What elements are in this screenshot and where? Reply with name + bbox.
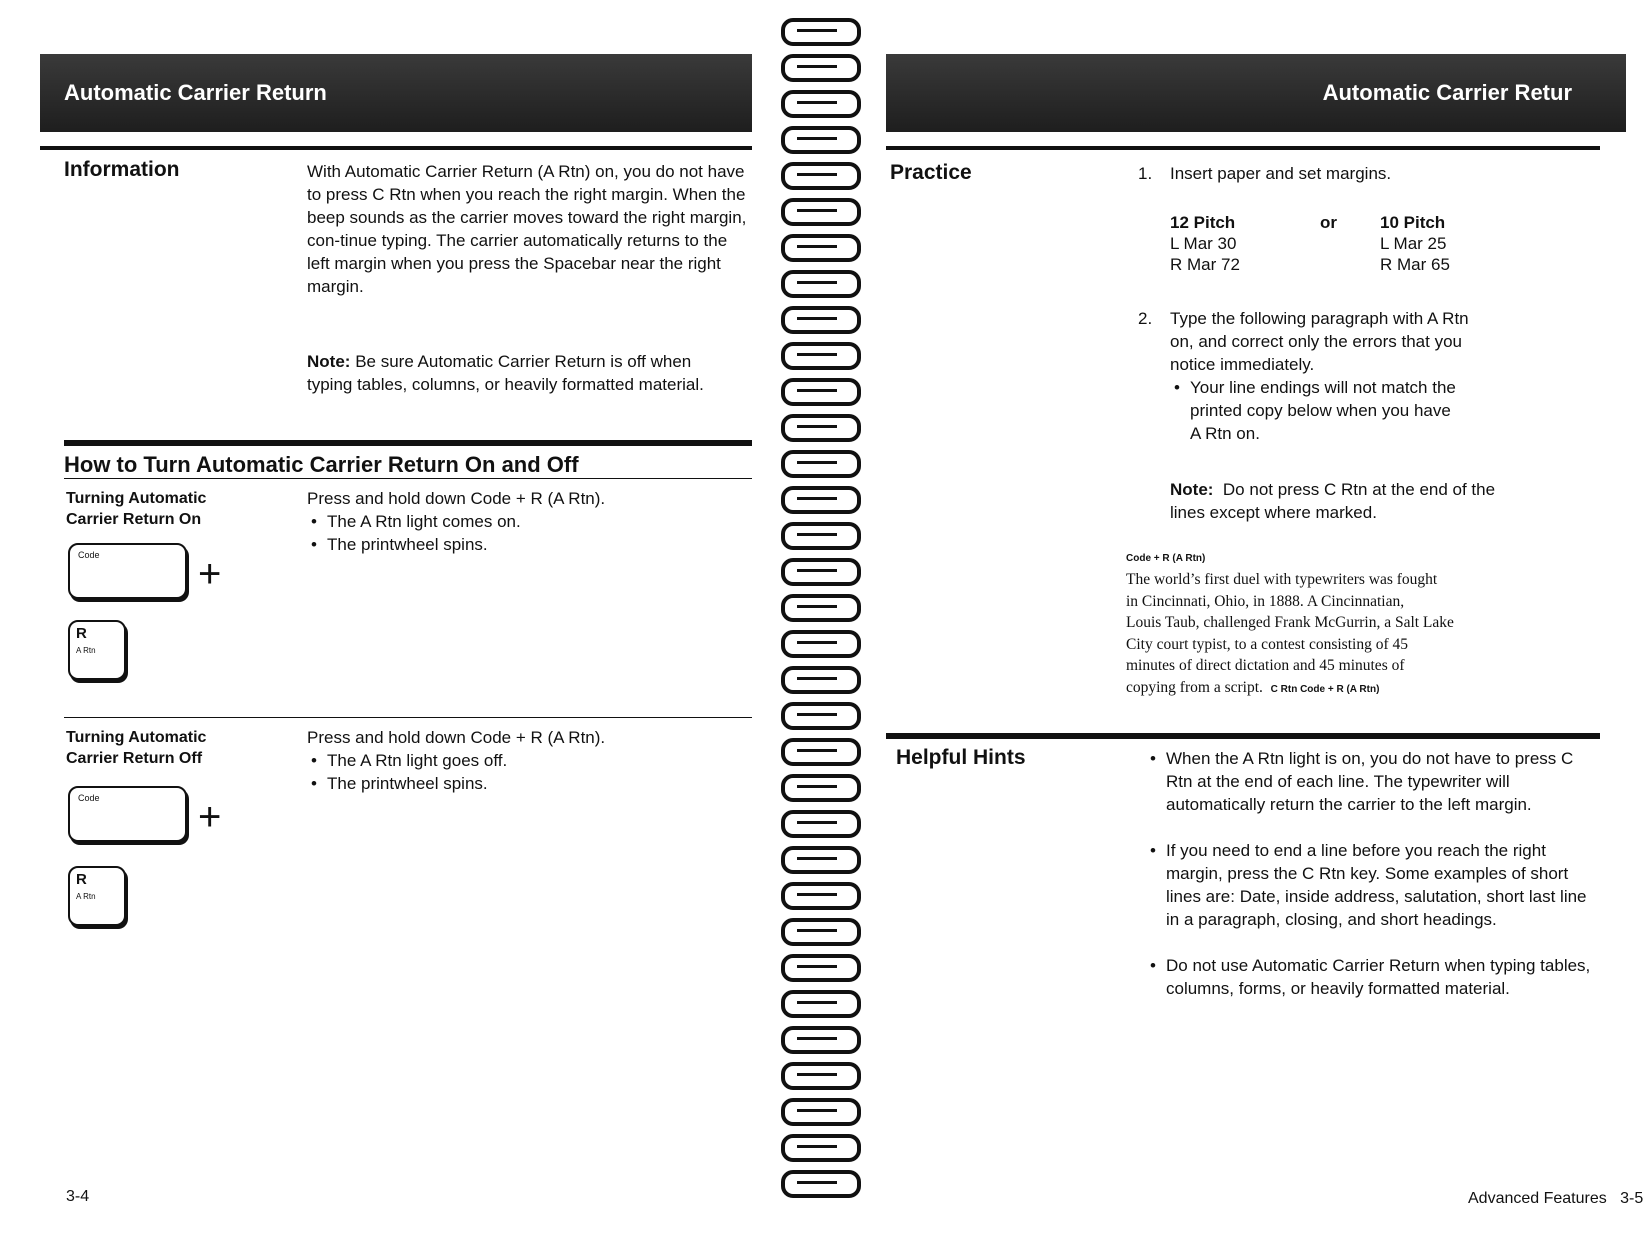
turning-on-bullets	[307, 510, 747, 556]
binding-ring-icon	[781, 1170, 861, 1198]
binding-ring-icon	[781, 882, 861, 910]
step2-line: notice immediately.	[1170, 355, 1315, 374]
binding-ring-icon	[781, 630, 861, 658]
binding-ring-icon	[781, 1062, 861, 1090]
step2-bullet-line: printed copy below when you have	[1190, 401, 1451, 420]
left-page	[0, 0, 770, 1237]
hint-item: • When the A Rtn light is on, you do not have to press C Rtn at the end of each line. The typewriter will automatically return the carrier to the left margin.	[1146, 747, 1591, 816]
binding-ring-icon	[781, 810, 861, 838]
information-label: Information	[64, 158, 180, 181]
left-header-title: Automatic Carrier Return	[64, 80, 327, 105]
binding-ring-icon	[781, 738, 861, 766]
binding-ring-icon	[781, 1098, 861, 1126]
r-key-icon	[68, 620, 126, 680]
binding-ring-icon	[781, 954, 861, 982]
a-rtn-key-legend: A Rtn	[76, 892, 96, 901]
binding-ring-icon	[781, 306, 861, 334]
turning-off-label-line1: Turning Automatic	[66, 729, 207, 746]
turning-on-bullet: • The A Rtn light comes on.	[307, 510, 747, 533]
turning-on-label-line1: Turning Automatic	[66, 490, 207, 507]
pitch-margin-table	[1170, 212, 1450, 275]
header-rule	[40, 146, 752, 150]
binding-ring-icon	[781, 486, 861, 514]
binding-ring-icon	[781, 198, 861, 226]
spiral-binding	[775, 0, 863, 1237]
turning-off-bullets	[307, 749, 747, 795]
binding-ring-icon	[781, 270, 861, 298]
lmar10: L Mar 25	[1380, 234, 1447, 253]
hints-list	[1146, 747, 1591, 1000]
turning-off-instructions	[307, 726, 747, 795]
binding-ring-icon	[781, 162, 861, 190]
information-note	[307, 350, 727, 396]
step2-bullet-line: A Rtn on.	[1190, 424, 1260, 443]
binding-ring-icon	[781, 846, 861, 874]
binding-ring-icon	[781, 450, 861, 478]
turning-on-label	[66, 488, 206, 530]
note2-line1: Do not press C Rtn at the end of the	[1222, 480, 1496, 499]
code-key-legend: Code	[78, 550, 100, 560]
script-line: Louis Taub, challenged Frank McGurrin, a Salt Lake	[1126, 614, 1454, 631]
note-text: Be sure Automatic Carrier Return is off when typing tables, columns, or heavily formatted material.	[307, 352, 704, 394]
howto-underline	[64, 478, 752, 479]
binding-ring-icon	[781, 378, 861, 406]
rmar10: R Mar 65	[1380, 255, 1450, 274]
binding-ring-icon	[781, 414, 861, 442]
r-key-legend: R	[76, 871, 87, 888]
script-end-marker: C Rtn Code + R (A Rtn)	[1270, 683, 1380, 695]
left-page-number: 3-4	[66, 1188, 90, 1205]
turning-on-bullet: • The printwheel spins.	[307, 533, 747, 556]
a-rtn-key-legend: A Rtn	[76, 646, 96, 655]
step2-text	[1170, 307, 1590, 445]
script-line	[1126, 677, 1606, 701]
code-key-icon	[68, 786, 187, 842]
turning-off-label	[66, 727, 206, 769]
footer-section: Advanced Features	[1468, 1190, 1607, 1207]
howto-title: How to Turn Automatic Carrier Return On and Off	[64, 452, 579, 477]
information-paragraph: With Automatic Carrier Return (A Rtn) on, you do not have to press C Rtn when you reach the right margin. When the beep sounds as the carrier moves toward the right margin, con-tinue typing. The carrier automatically returns to the left margin when you press the Spacebar near the right margin.	[307, 162, 747, 296]
right-footer	[1468, 1190, 1643, 1208]
step2-line: on, and correct only the errors that you	[1170, 332, 1462, 351]
code-key-legend: Code	[78, 793, 100, 803]
binding-ring-icon	[781, 18, 861, 46]
rmar12: R Mar 72	[1170, 255, 1240, 274]
practice-label: Practice	[890, 161, 972, 184]
binding-ring-icon	[781, 522, 861, 550]
binding-ring-icon	[781, 990, 861, 1018]
binding-ring-icon	[781, 702, 861, 730]
script-line: in Cincinnati, Ohio, in 1888. A Cincinnatian,	[1126, 592, 1405, 610]
binding-ring-icon	[781, 666, 861, 694]
step1-number: 1.	[1138, 164, 1153, 183]
step2-number: 2.	[1138, 309, 1153, 328]
right-header-bar	[886, 54, 1626, 132]
helpful-hints	[1146, 747, 1591, 1000]
code-key-icon	[68, 543, 187, 599]
hints-rule	[886, 733, 1600, 739]
turning-off-bullet: • The printwheel spins.	[307, 772, 747, 795]
binding-ring-icon	[781, 90, 861, 118]
binding-ring-icon	[781, 1134, 861, 1162]
hint-item: • If you need to end a line before you reach the right margin, press the C Rtn key. Some examples of short lines are: Date, inside address, salutation, short last line in a paragraph, closing, and short headings.	[1146, 839, 1591, 931]
turning-on-instructions	[307, 487, 747, 556]
turning-off-bullet: • The A Rtn light goes off.	[307, 749, 747, 772]
hint-item: • Do not use Automatic Carrier Return when typing tables, columns, forms, or heavily formatted material.	[1146, 954, 1591, 1000]
script-code-label: Code + R (A Rtn)	[1126, 553, 1206, 564]
step2-line: Type the following paragraph with A Rtn	[1170, 309, 1469, 328]
right-header-title: Automatic Carrier Retur	[1322, 80, 1572, 105]
divider-rule	[64, 717, 752, 718]
script-line: minutes of direct dictation and 45 minutes of	[1126, 657, 1405, 674]
note2-line2: lines except where marked.	[1170, 503, 1377, 522]
step2-bullets	[1170, 376, 1590, 445]
right-page-number: 3-5	[1620, 1190, 1643, 1207]
plus-sign: +	[198, 552, 222, 596]
right-page	[868, 0, 1643, 1237]
script-last-line: copying from a script.	[1126, 678, 1263, 696]
binding-ring-icon	[781, 1026, 861, 1054]
script-line: The world’s first duel with typewriters was fought	[1126, 571, 1438, 588]
binding-ring-icon	[781, 918, 861, 946]
r-key-icon	[68, 866, 126, 926]
left-header-bar	[40, 54, 752, 132]
plus-sign: +	[198, 795, 222, 839]
turning-on-instruction: Press and hold down Code + R (A Rtn).	[307, 489, 606, 508]
howto-rule	[64, 440, 752, 446]
script-line: City court typist, to a contest consisting of 45	[1126, 635, 1408, 653]
turning-off-label-line2: Carrier Return Off	[66, 750, 203, 767]
turning-on-label-line2: Carrier Return On	[66, 511, 202, 528]
helpful-hints-label: Helpful Hints	[896, 746, 1026, 769]
r-key-legend: R	[76, 625, 87, 642]
note2-label: Note:	[1170, 480, 1214, 499]
practice-note	[1170, 478, 1600, 524]
binding-ring-icon	[781, 234, 861, 262]
binding-ring-icon	[781, 126, 861, 154]
step2-bullet	[1170, 376, 1590, 445]
binding-ring-icon	[781, 342, 861, 370]
or-label: or	[1320, 213, 1337, 232]
header-rule	[886, 146, 1600, 150]
lmar12: L Mar 30	[1170, 234, 1237, 253]
note-label: Note:	[307, 352, 351, 371]
pitch12-heading: 12 Pitch	[1170, 213, 1236, 232]
binding-ring-icon	[781, 558, 861, 586]
turning-off-instruction: Press and hold down Code + R (A Rtn).	[307, 728, 606, 747]
pitch10-heading: 10 Pitch	[1380, 213, 1446, 232]
practice-script	[1126, 569, 1606, 700]
step2-bullet-line: • Your line endings will not match the	[1190, 378, 1456, 397]
binding-ring-icon	[781, 774, 861, 802]
binding-ring-icon	[781, 594, 861, 622]
step1-text: Insert paper and set margins.	[1170, 164, 1392, 183]
binding-ring-icon	[781, 54, 861, 82]
